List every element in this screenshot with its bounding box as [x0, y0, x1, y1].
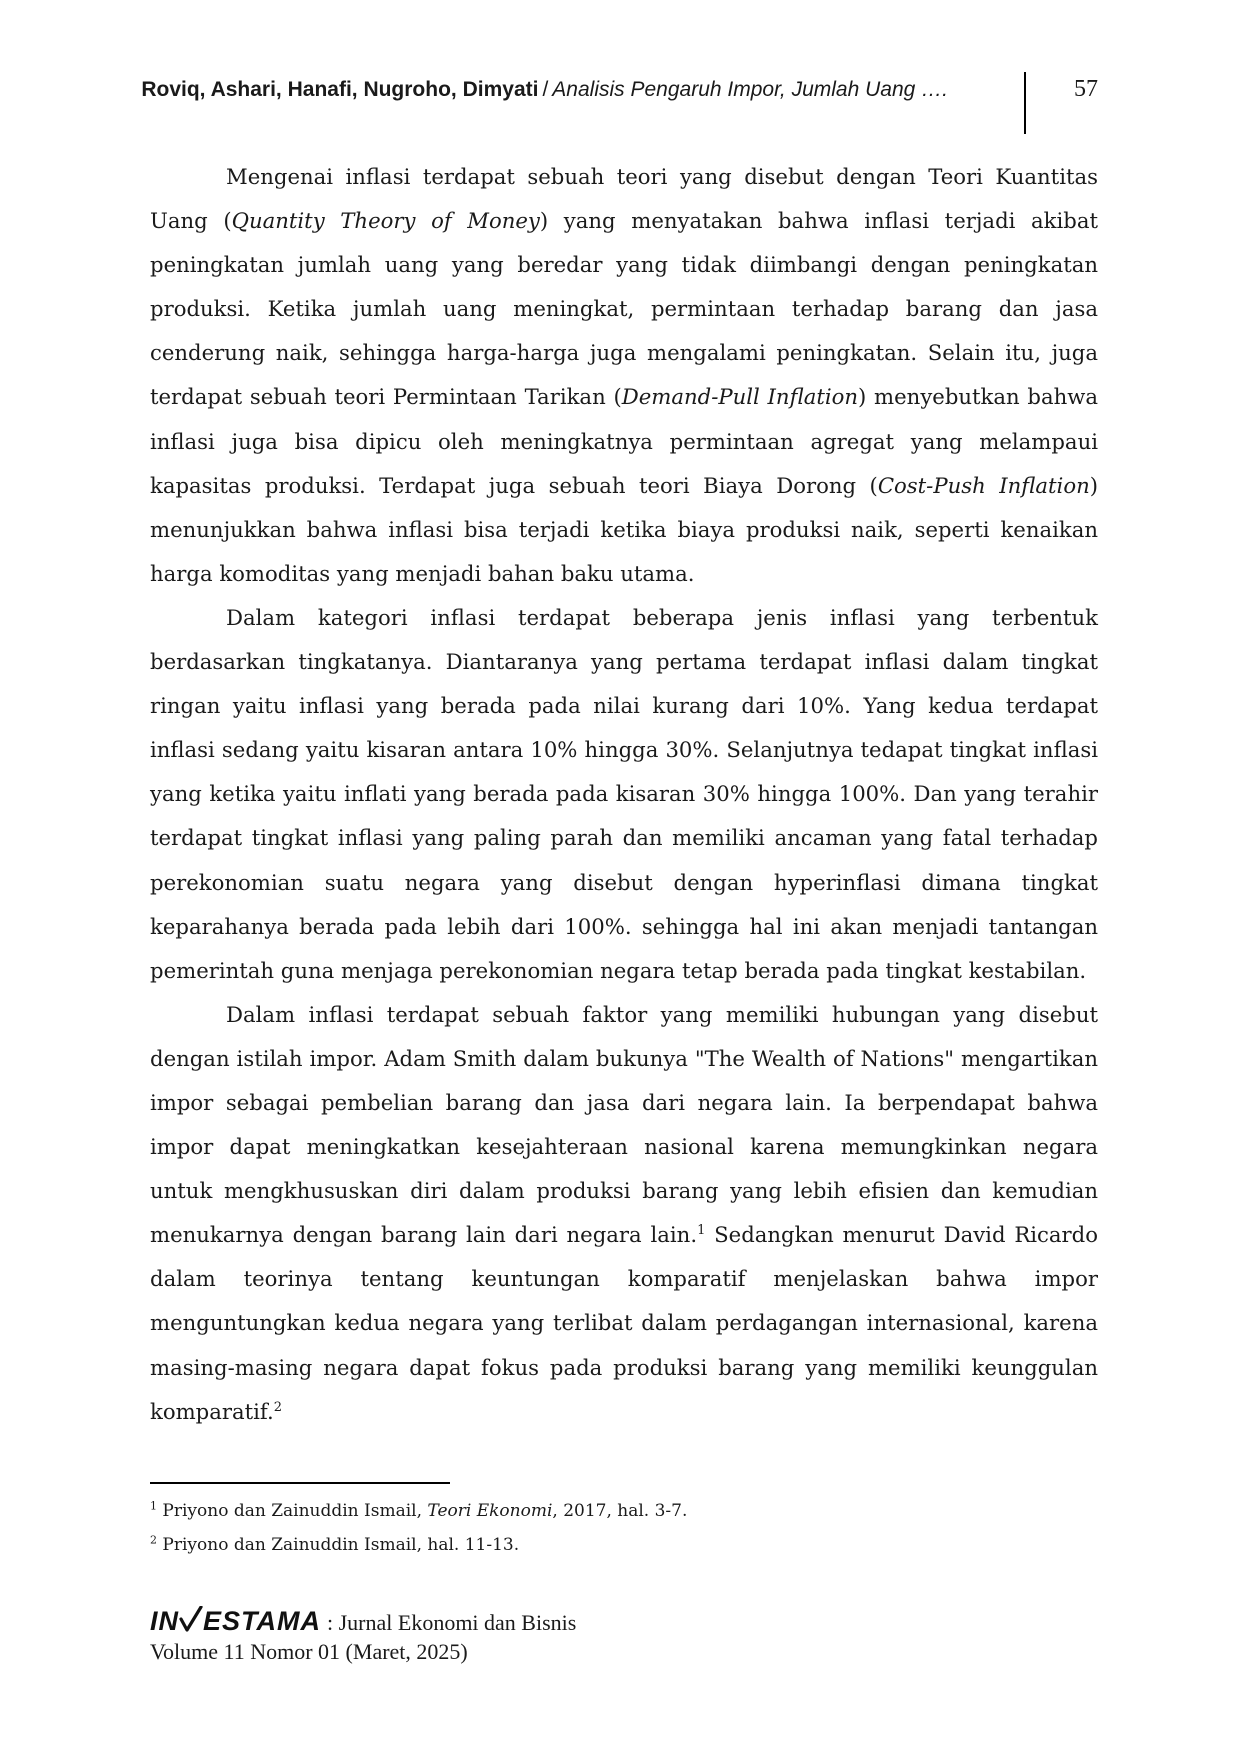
- term-cost-push: Cost-Push Inflation: [877, 472, 1090, 498]
- journal-logo: [150, 1606, 321, 1637]
- footer-journal-line: [150, 1606, 850, 1637]
- footnote-divider: [150, 1482, 450, 1484]
- paragraph-3-text-a: Dalam inflasi terdapat sebuah faktor yang memiliki hubungan yang disebut dengan istilah impor. Adam Smith dalam bukunya "The Wealth of Nations" mengartikan impor sebagai pembelian barang dan jasa dari negara lain. Ia berpendapat bahwa impor dapat meningkatkan kesejahteraan nasional karena memungkinkan negara untuk mengkhususkan diri dalam produksi barang yang lebih efisien dan kemudian menukarnya dengan barang lain dari negara lain.: [150, 1001, 1098, 1248]
- footnote-2: [150, 1528, 1098, 1562]
- running-header: [141, 72, 1098, 134]
- journal-name: : Jurnal Ekonomi dan Bisnis: [327, 1610, 577, 1635]
- footnote-ref-1[interactable]: 1: [697, 1223, 706, 1239]
- footnote-1-mark: 1: [150, 1499, 157, 1513]
- paragraph-3-text-b: Sedangkan menurut David Ricardo dalam teorinya tentang keuntungan komparatif menjelaskan bahwa impor menguntungkan kedua negara yang terlibat dalam perdagangan internasional, karena masing-masing negara dapat fokus pada produksi barang yang memiliki keunggulan komparatif.: [150, 1222, 1098, 1424]
- paragraph-1-text-d: ) menunjukkan bahwa inflasi bisa terjadi ketika biaya produksi naik, seperti kenaikan harga komoditas yang menjadi bahan baku utama.: [150, 472, 1098, 586]
- page-number: 57: [1074, 76, 1098, 102]
- footnote-2-text: Priyono dan Zainuddin Ismail, hal. 11-13.: [157, 1535, 520, 1555]
- header-authors: Roviq, Ashari, Hanafi, Nugroho, Dimyati: [141, 78, 539, 101]
- footnotes: [150, 1494, 1098, 1562]
- paragraph-1: [150, 155, 1098, 596]
- footnote-ref-2[interactable]: 2: [273, 1399, 283, 1415]
- header-separator: /: [542, 78, 549, 101]
- footnote-1-pages: , 2017, hal. 3-7.: [552, 1501, 688, 1521]
- logo-text-prefix: IN: [150, 1606, 179, 1636]
- checkmark-icon: [179, 1606, 203, 1632]
- footnote-1: [150, 1494, 1098, 1528]
- term-demand-pull: Demand-Pull Inflation: [621, 384, 859, 410]
- footnote-1-text: Priyono dan Zainuddin Ismail,: [157, 1501, 428, 1521]
- term-quantity-theory: Quantity Theory of Money: [231, 208, 540, 234]
- logo-text-suffix: ESTAMA: [203, 1606, 321, 1636]
- header-citation: [141, 78, 948, 102]
- paragraph-1-text-a: Mengenai inflasi terdapat sebuah teori yang disebut dengan Teori Kuantitas Uang (: [150, 164, 1098, 234]
- header-divider: [1024, 72, 1026, 134]
- header-title: Analisis Pengaruh Impor, Jumlah Uang ….: [552, 78, 948, 101]
- paragraph-1-text-b: ) yang menyatakan bahwa inflasi terjadi akibat peningkatan jumlah uang yang beredar yang tidak diimbangi dengan peningkatan produksi. Ketika jumlah uang meningkat, permintaan terhadap barang dan jasa cenderung naik, sehingga harga-harga juga mengalami peningkatan. Selain itu, juga terdapat sebuah teori Permintaan Tarikan (: [150, 208, 1098, 410]
- footnote-1-title: Teori Ekonomi: [427, 1501, 553, 1521]
- paragraph-3: [150, 993, 1098, 1434]
- article-body: [150, 155, 1098, 1434]
- journal-footer: [150, 1606, 850, 1665]
- paragraph-2: Dalam kategori inflasi terdapat beberapa jenis inflasi yang terbentuk berdasarkan tingkatanya. Diantaranya yang pertama terdapat inflasi dalam tingkat ringan yaitu inflasi yang berada pada nilai kurang dari 10%. Yang kedua terdapat inflasi sedang yaitu kisaran antara 10% hingga 30%. Selanjutnya tedapat tingkat inflasi yang ketika yaitu inflati yang berada pada kisaran 30% hingga 100%. Dan yang terahir terdapat tingkat inflasi yang paling parah dan memiliki ancaman yang fatal terhadap perekonomian suatu negara yang disebut dengan hyperinflasi dimana tingkat keparahanya berada pada lebih dari 100%. sehingga hal ini akan menjadi tantangan pemerintah guna menjaga perekonomian negara tetap berada pada tingkat kestabilan.: [150, 604, 1098, 983]
- footnote-2-mark: 2: [150, 1533, 157, 1547]
- paragraph-1-text-c: ) menyebutkan bahwa inflasi juga bisa dipicu oleh meningkatnya permintaan agregat yang melampaui kapasitas produksi. Terdapat juga sebuah teori Biaya Dorong (: [150, 384, 1099, 498]
- journal-volume: Volume 11 Nomor 01 (Maret, 2025): [150, 1639, 468, 1664]
